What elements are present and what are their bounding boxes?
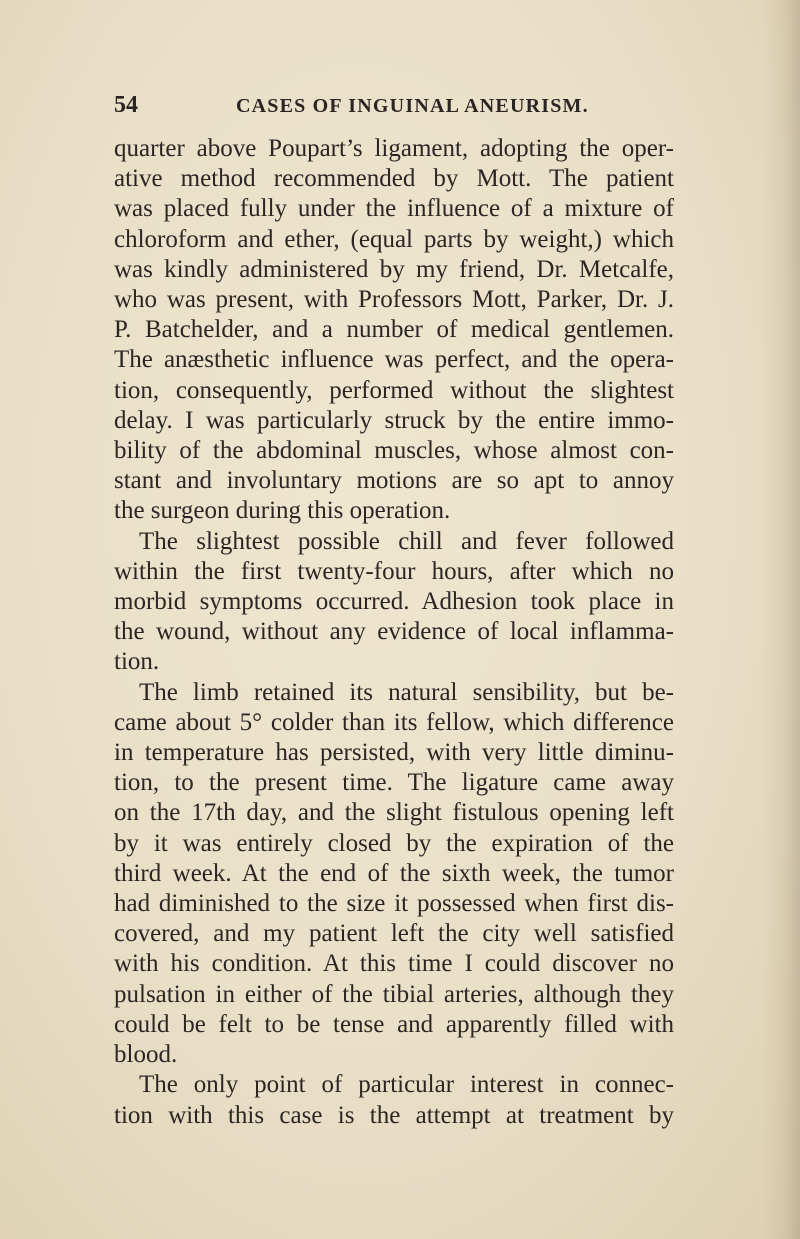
text-line: could be felt to be tense and apparently filled with	[114, 1010, 674, 1038]
text-line: was kindly administered by my friend, Dr. Metcalfe,	[114, 255, 674, 283]
text-line: P. Batchelder, and a number of medical gentlemen.	[114, 316, 674, 344]
text-line: third week. At the end of the sixth week, the tumor	[114, 859, 674, 887]
text-line: morbid symptoms occurred. Adhesion took place in	[114, 588, 674, 616]
text-line: by it was entirely closed by the expiration of the	[114, 829, 674, 857]
text-line: in temperature has persisted, with very little diminu-	[114, 739, 674, 767]
text-line: The only point of particular interest in connec-	[139, 1071, 674, 1099]
text-line: the surgeon during this operation.	[114, 497, 451, 525]
text-line: within the first twenty-four hours, after which no	[114, 557, 674, 585]
text-line: tion, to the present time. The ligature came away	[114, 769, 674, 797]
page-header	[114, 92, 674, 122]
text-line: came about 5° colder than its fellow, which difference	[114, 708, 674, 736]
text-line: The anæsthetic influence was perfect, and the opera-	[114, 346, 674, 374]
text-line: delay. I was particularly struck by the entire immo-	[114, 406, 674, 434]
text-line: tion, consequently, performed without the slightest	[114, 376, 674, 404]
body-text	[114, 134, 674, 1131]
text-line: blood.	[114, 1041, 178, 1069]
text-line: quarter above Poupart’s ligament, adopting the oper-	[114, 135, 674, 162]
page-number: 54	[114, 92, 138, 118]
text-line: who was present, with Professors Mott, Parker, Dr. J.	[114, 286, 674, 314]
text-line: bility of the abdominal muscles, whose almost con-	[114, 437, 674, 465]
text-line: tion.	[114, 648, 160, 676]
text-line: The slightest possible chill and fever followed	[139, 527, 674, 555]
text-line: the wound, without any evidence of local inflamma-	[114, 618, 674, 646]
text-line: with his condition. At this time I could discover no	[114, 950, 674, 978]
text-line: ative method recommended by Mott. The patient	[114, 165, 674, 193]
text-line: The limb retained its natural sensibility, but be-	[139, 678, 674, 706]
text-line: on the 17th day, and the slight fistulous opening left	[114, 799, 674, 827]
text-line: was placed fully under the influence of a mixture of	[114, 195, 674, 223]
page-edge-shadow	[762, 0, 800, 1239]
text-line: had diminished to the size it possessed when first dis-	[114, 890, 674, 918]
text-line: stant and involuntary motions are so apt to annoy	[114, 467, 674, 495]
text-line: pulsation in either of the tibial arteries, although they	[114, 980, 674, 1008]
text-line: chloroform and ether, (equal parts by weight,) which	[114, 225, 674, 253]
running-head: CASES OF INGUINAL ANEURISM.	[236, 95, 589, 117]
text-line: covered, and my patient left the city well satisfied	[114, 920, 674, 948]
text-line: tion with this case is the attempt at treatment by	[114, 1101, 674, 1129]
